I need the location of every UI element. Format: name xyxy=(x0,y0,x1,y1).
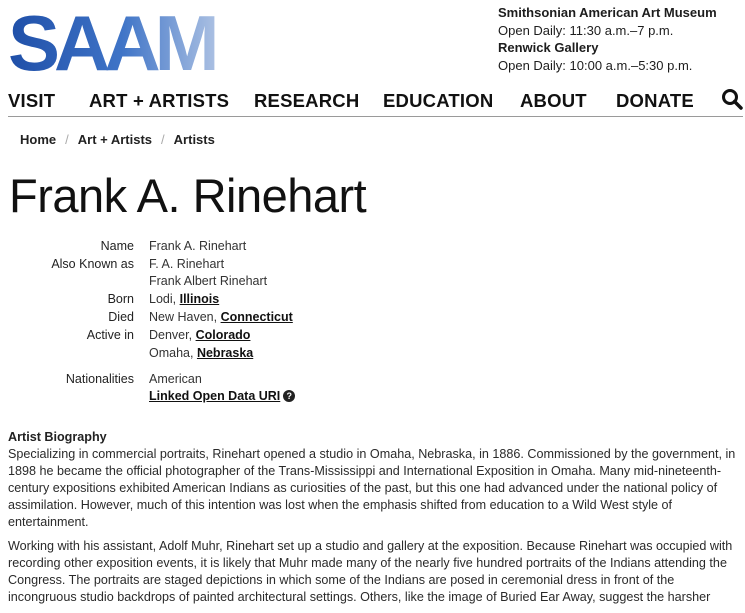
breadcrumb-artists[interactable]: Artists xyxy=(173,132,215,147)
active-city: Denver, xyxy=(149,328,193,342)
born-city: Lodi, xyxy=(149,292,177,306)
artist-biography xyxy=(8,429,743,613)
breadcrumb-separator: / xyxy=(65,132,69,147)
label-active: Active in xyxy=(86,328,134,342)
value-aka-1: F. A. Rinehart xyxy=(149,257,225,271)
value-name: Frank A. Rinehart xyxy=(149,239,247,253)
value-aka-2: Frank Albert Rinehart xyxy=(149,274,268,288)
bio-heading: Artist Biography xyxy=(8,430,107,444)
bio-paragraph: Specializing in commercial portraits, Rinehart opened a studio in Omaha, Nebraska, in 1886. Commissioned by the government, in 1898 he became the official photographer of the Trans-Mississippi and International Exposition in Omaha. Many mid-nineteenth-century expositions exhibited American Indians as curiosities of the past, but this one had advanced under the national policy of assimilation. However, much of this intention was lost when the emphasis shifted from education to a Wild West style of entertainment. xyxy=(8,447,736,529)
page-title: Frank A. Rinehart xyxy=(9,169,367,222)
born-region-link[interactable]: Illinois xyxy=(179,292,220,306)
value-nationality: American xyxy=(149,372,202,386)
museum-hours-renwick: Open Daily: 10:00 a.m.–5:30 p.m. xyxy=(498,57,693,73)
breadcrumb-separator: / xyxy=(161,132,165,147)
label-nationalities: Nationalities xyxy=(65,372,134,386)
label-aka: Also Known as xyxy=(51,257,134,271)
nav-donate[interactable]: DONATE xyxy=(616,90,694,111)
bio-paragraph: Working with his assistant, Adolf Muhr, Rinehart set up a studio and gallery at the exposition. Because Rinehart was occupied with recording other exposition events, it is likely that Muhr made many of the nearly five hundred portraits of the Indians attending the Congress. The portraits are staged depictions in which some of the Indians are posed in ceremonial dress in front of the incongruous studio backdrops of painted architectural settings. Others, like the image of Buried Ear Away, suggest the harsher xyxy=(8,539,733,604)
nav-art-artists[interactable]: ART + ARTISTS xyxy=(89,90,230,111)
nav-research[interactable]: RESEARCH xyxy=(254,90,360,111)
died-city: New Haven, xyxy=(149,310,218,324)
label-died: Died xyxy=(108,310,134,324)
value-active-2 xyxy=(149,346,253,360)
museum-hours-saam: Open Daily: 11:30 a.m.–7 p.m. xyxy=(498,22,674,38)
museum-hours xyxy=(498,4,717,74)
saam-logo[interactable] xyxy=(8,8,216,74)
lod-row xyxy=(149,389,295,403)
question-icon[interactable]: ? xyxy=(283,390,295,402)
active-city: Omaha, xyxy=(149,346,194,360)
search-icon[interactable] xyxy=(721,88,743,110)
breadcrumb xyxy=(20,132,215,147)
active-region-link[interactable]: Colorado xyxy=(195,328,251,342)
label-born: Born xyxy=(107,292,134,306)
nav-about[interactable]: ABOUT xyxy=(520,90,587,111)
value-born xyxy=(149,292,219,306)
value-died xyxy=(149,310,293,324)
breadcrumb-art-artists[interactable]: Art + Artists xyxy=(77,132,153,147)
nav-visit[interactable]: VISIT xyxy=(8,90,56,111)
nav-education[interactable]: EDUCATION xyxy=(383,90,494,111)
logo-text: SAAM xyxy=(8,8,214,74)
museum-name-renwick[interactable]: Renwick Gallery xyxy=(498,40,599,55)
active-region-link[interactable]: Nebraska xyxy=(196,346,254,360)
museum-name-saam[interactable]: Smithsonian American Art Museum xyxy=(498,5,717,20)
value-active-1 xyxy=(149,328,250,342)
died-region-link[interactable]: Connecticut xyxy=(220,310,293,324)
main-nav xyxy=(8,90,743,117)
linked-open-data-link[interactable]: Linked Open Data URI xyxy=(149,389,281,403)
breadcrumb-home[interactable]: Home xyxy=(20,132,57,147)
label-name: Name xyxy=(100,239,134,253)
